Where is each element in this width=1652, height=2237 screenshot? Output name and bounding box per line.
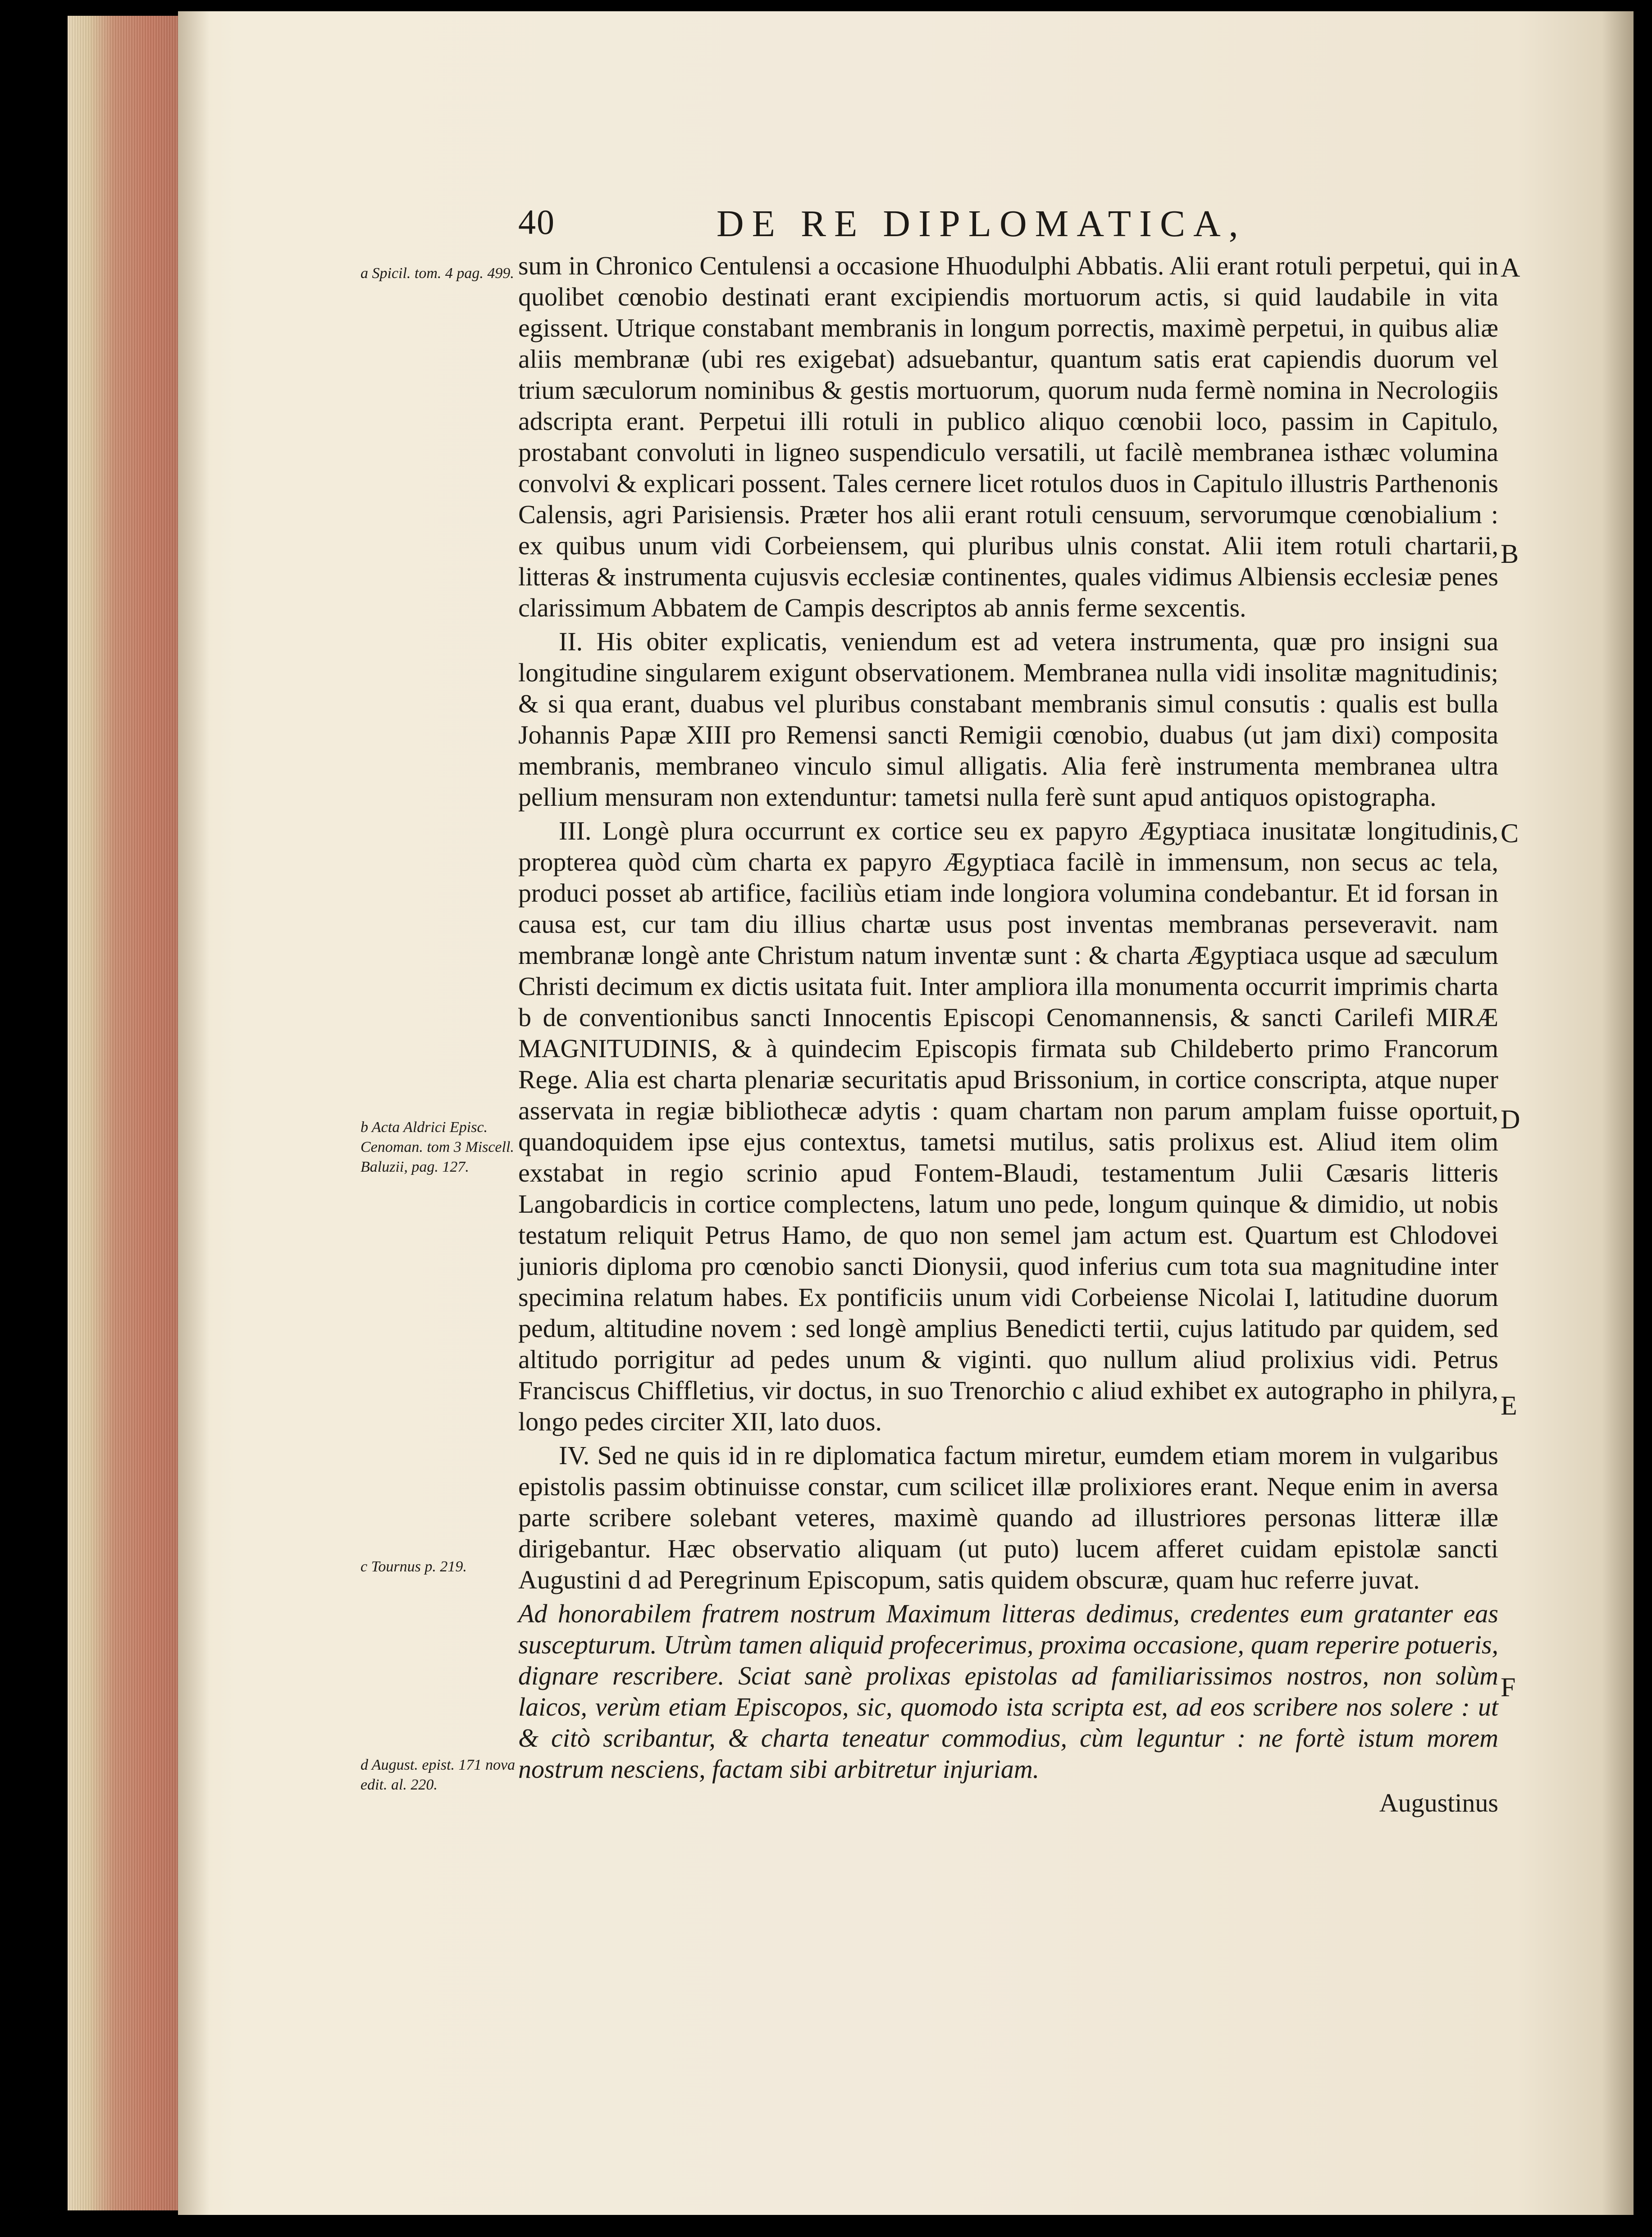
- section-letter-f: F: [1501, 1672, 1516, 1702]
- paragraph: IV. Sed ne quis id in re diplomatica factum miretur, eumdem etiam morem in vulgaribus epistolis passim obtinuisse constar, cum scilicet illæ prolixiores erant. Neque enim in aversa parte scribere solebant veteres, maximè quando ad illustriores personas litteræ illæ dirigebantur. Hæc observatio aliquam (ut puto) lucem afferet cuidam epistolæ sancti Augustini d ad Peregrinum Episcopum, satis quidem obscuræ, quam huc referre juvat.: [518, 1441, 1498, 1594]
- section-letter-a: A: [1501, 253, 1520, 283]
- main-text-block: [518, 250, 1498, 1821]
- paragraph: II. His obiter explicatis, veniendum est ad vetera instrumenta, quæ pro insigni sua longitudine singularem exigunt observationem. Membranea nulla vidi insolitæ magnitudinis; & si qua erant, duabus vel pluribus constabant membranis simul consutis : qualis est bulla Johannis Papæ XIII pro Remensi sancti Remigii cœnobio, duabus (ut jam dixi) composita membranis, membraneo vinculo simul alligatis. Alia ferè instrumenta membranea ultra pellium mensuram non extenduntur: tametsi nulla ferè sunt apud antiquos opistographa.: [518, 627, 1498, 812]
- book-page-edges: [68, 16, 185, 2210]
- gutter-shadow: [178, 11, 210, 2215]
- page-fold-shadow: [1602, 11, 1634, 2215]
- section-letter-b: B: [1501, 539, 1519, 569]
- page-stack: [68, 16, 185, 2210]
- running-title: DE RE DIPLOMATICA,: [716, 203, 1246, 245]
- section-letter-c: C: [1501, 818, 1519, 848]
- section-letter-d: D: [1501, 1105, 1520, 1134]
- page-number: 40: [518, 202, 555, 242]
- page-header: [518, 202, 1510, 251]
- quoted-epistle: Ad honorabilem fratrem nostrum Maximum litteras dedimus, credentes eum gratanter eas suscepturum. Utrùm tamen aliquid profecerimus, proxima occasione, quam reperire potueris, dignare rescribere. Sciat sanè prolixas epistolas ad familiarissimos nostros, non solùm laicos, verùm etiam Episcopos, sic, quomodo ista scripta est, ad eos scribere nos solere : ut & citò scribantur, & charta teneatur commodius, cùm leguntur : ne fortè istum morem nostrum nesciens, factam sibi arbitretur injuriam.: [518, 1599, 1498, 1784]
- section-letter-e: E: [1501, 1391, 1517, 1420]
- margin-note-c: c Tournus p. 219.: [361, 1558, 467, 1575]
- paragraph: sum in Chronico Centulensi a occasione Hhuodulphi Abbatis. Alii erant rotuli perpetui, qui in quolibet cœnobio destinati erant excipiendis mortuorum actis, si quid laudabile in vita egissent. Utrique constabant membranis in longum porrectis, maximè perpetui, in quibus aliæ aliis membranæ (ubi res exigebat) adsuebantur, quantum satis erat capiendis duorum vel trium sæculorum nominibus & gestis mortuorum, quorum nuda fermè nomina in Necrologiis adscripta erant. Perpetui illi rotuli in publico aliquo cœnobii loco, passim in Capitulo, prostabant convoluti in ligneo suspendiculo versatili, ut facilè membranea isthæc volumina convolvi & explicari possent. Tales cernere licet rotulos duos in Capitulo illustris Parthenonis Calensis, agri Parisiensis. Præter hos alii erant rotuli censuum, servorumque cœnobialium : ex quibus unum vidi Corbeiensem, qui pluribus ulnis constat. Alii item rotuli chartarii, litteras & instrumenta cujusvis ecclesiæ continentes, quales vidimus Albiensis ecclesiæ penes clarissimum Abbatem de Campis descriptos ab annis ferme sexcentis.: [518, 251, 1498, 622]
- margin-note-a: a Spicil. tom. 4 pag. 499.: [361, 265, 514, 282]
- margin-note-b: b Acta Aldrici Episc. Cenoman. tom 3 Miscell. Baluzii, pag. 127.: [361, 1119, 514, 1175]
- catchword: Augustinus: [1379, 1788, 1498, 1817]
- margin-note-d: d August. epist. 171 nova edit. al. 220.: [361, 1757, 516, 1793]
- paragraph: III. Longè plura occurrunt ex cortice seu ex papyro Ægyptiaca inusitatæ longitudinis, propterea quòd cùm charta ex papyro Ægyptiaca facilè in immensum, non secus ac tela, produci posset ab artifice, faciliùs etiam inde longiora volumina condebantur. Et id forsan in causa est, cur tam diu illius chartæ usus post inventas membranas perseveravit. nam membranæ longè ante Christum natum inventæ sunt : & charta Ægyptiaca usque ad sæculum Christi decimum ex dictis usitata fuit. Inter ampliora illa monumenta occurrit imprimis charta b de conventionibus sancti Innocentis Episcopi Cenomannensis, & sancti Carilefi MIRÆ MAGNITUDINIS, & à quindecim Episcopis firmata sub Childeberto primo Francorum Rege. Alia est charta plenariæ securitatis apud Brissonium, in cortice conscripta, atque nuper asservata in regiæ bibliothecæ adytis : quam chartam non parum amplam fuisse oportuit, quandoquidem ipse ejus contextus, tametsi mutilus, satis prolixus est. Aliud item olim exstabat in regio scrinio apud Fontem-Blaudi, testamentum Julii Cæsaris litteris Langobardicis in cortice complectens, latum uno pede, longum quinque & dimidio, ut nobis testatum reliquit Petrus Hamo, de quo non semel jam actum est. Quartum est Chlodovei junioris diploma pro cœnobio sancti Dionysii, quod inferius cum tota sua magnitudine inter specimina relatum habes. Ex pontificiis unum vidi Corbeiense Nicolai I, latitudine duorum pedum, altitudine novem : sed longè amplius Benedicti tertii, cujus latitudo par quidem, sed altitudo porrigitur ad pedes unum & viginti. quo nullum aliud prolixius vidi. Petrus Franciscus Chiffletius, vir doctus, in suo Trenorchio c aliud exhibet ex autographo in philyra, longo pedes circiter XII, lato duos.: [518, 816, 1498, 1436]
